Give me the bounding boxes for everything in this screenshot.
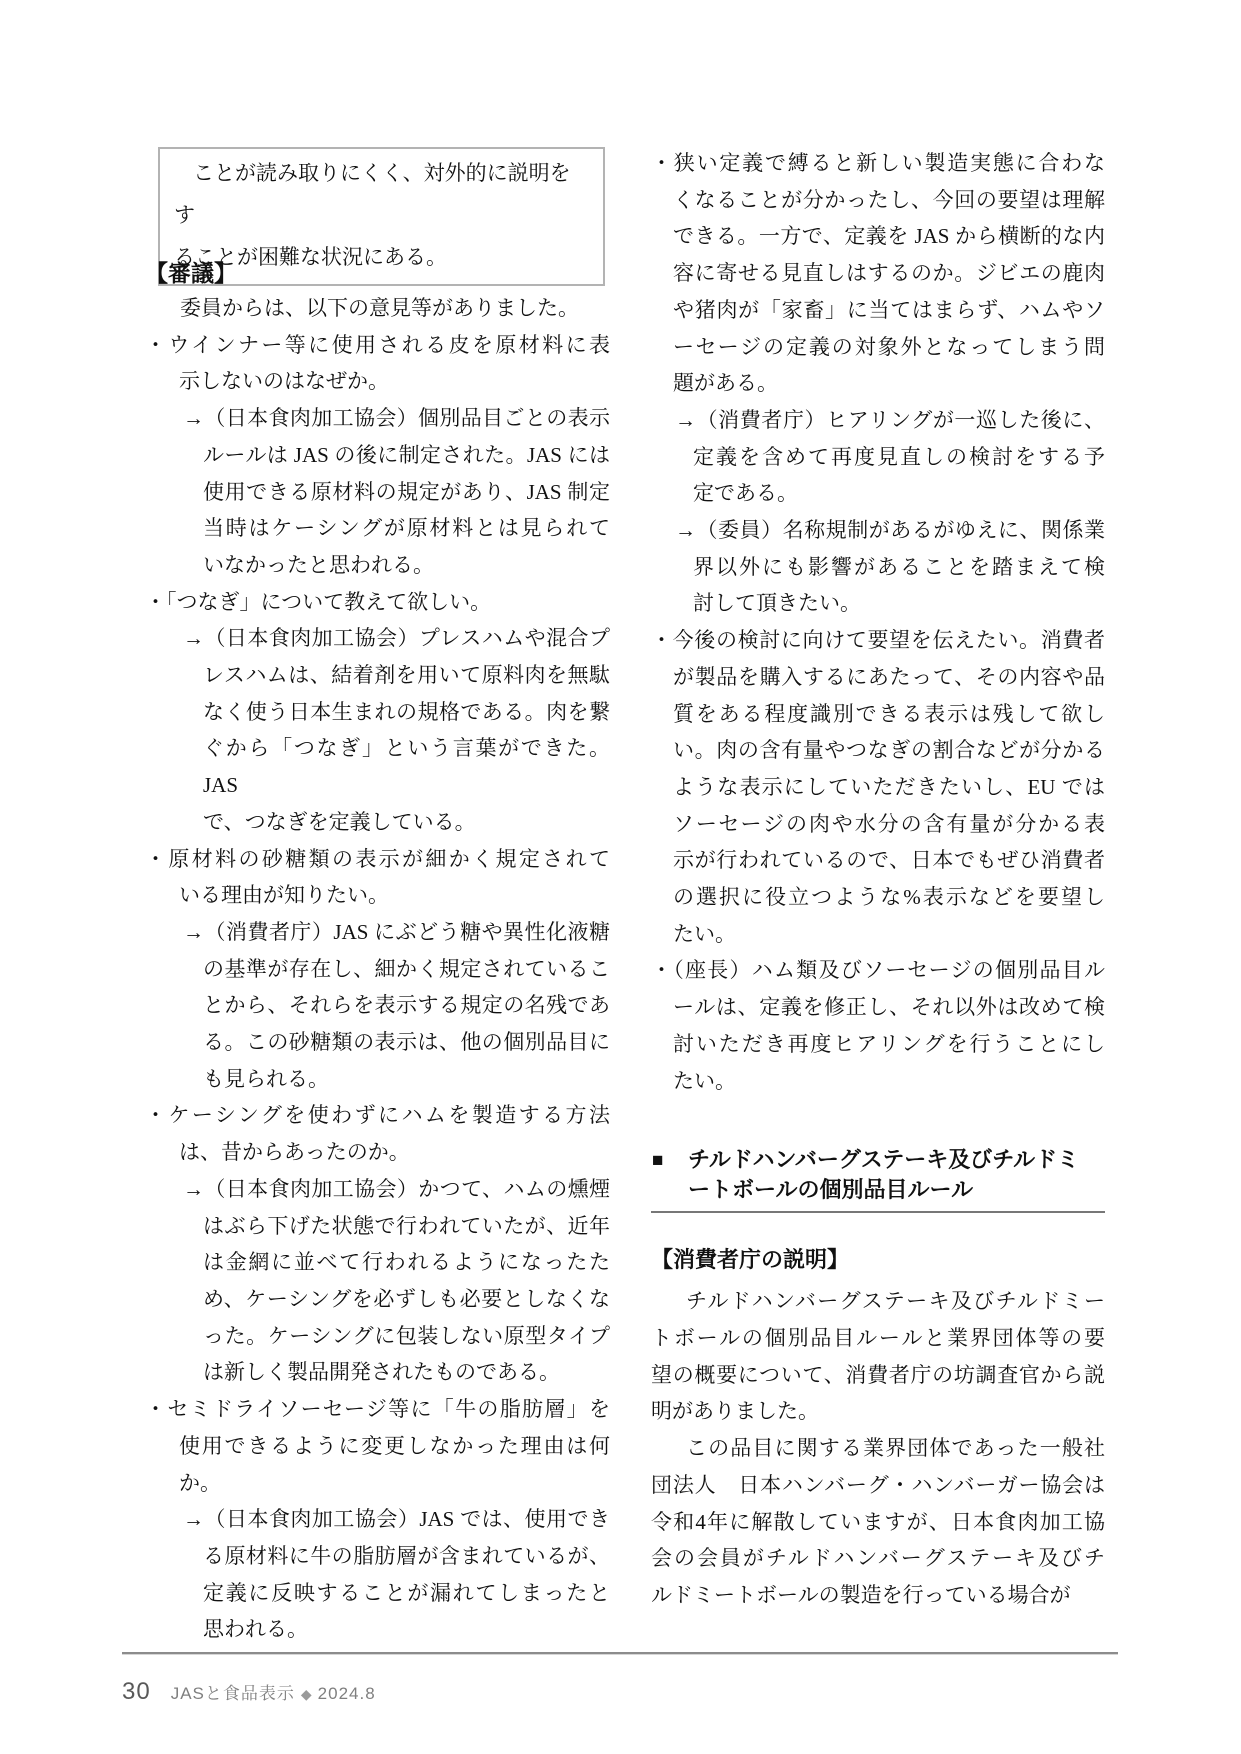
opinion-item (145, 327, 610, 400)
text-line: この品目に関する業界団体であった一般社 (686, 1436, 1105, 1461)
opinion-item (651, 622, 1105, 952)
text-line: る。この砂糖類の表示は、他の個別品目に (203, 1030, 610, 1055)
footer-divider (122, 1652, 1118, 1655)
reply-item (183, 1501, 610, 1648)
explanation-para (651, 1283, 1105, 1430)
text-line: 使用できるように変更しなかった理由は何 (179, 1433, 610, 1458)
opinion-item (145, 841, 610, 914)
text-line: や猪肉が「家畜」に当てはまらず、ハムやソ (673, 297, 1105, 322)
journal-title: JASと食品表示 (170, 1684, 295, 1703)
text-line: →（消費者庁）JAS にぶどう糖や異性化液糖 (183, 919, 610, 944)
note-line: ことが読み取りにくく、対外的に説明をす (174, 161, 571, 227)
reply-item (183, 400, 610, 584)
reply-item (183, 914, 610, 1098)
deliberation-intro (145, 290, 610, 327)
text-line: ・ウインナー等に使用される皮を原材料に表 (145, 332, 610, 357)
text-line: トボールの個別品目ルールと業界団体等の要 (651, 1325, 1105, 1350)
text-line: 定義を含めて再度見直しの検討をする予 (693, 444, 1105, 469)
text-line: 質をある程度識別できる表示は残して欲し (673, 701, 1105, 726)
section-heading-chilled-items (651, 1145, 1105, 1213)
issue-date: 2024.8 (317, 1684, 376, 1703)
text-line: 示が行われているので、日本でもぜひ消費者 (673, 848, 1105, 873)
text-line: くなることが分かったし、今回の要望は理解 (673, 187, 1105, 212)
text-line: 界以外にも影響があることを踏まえて検 (693, 554, 1105, 579)
text-line: も見られる。 (203, 1066, 329, 1091)
text-line: の基準が存在し、細かく規定されているこ (203, 956, 610, 981)
text-line: 定義に反映することが漏れてしまったと (203, 1580, 610, 1605)
text-line: →（日本食肉加工協会）個別品目ごとの表示 (183, 406, 610, 431)
text-line: →（日本食肉加工協会）かつて、ハムの燻煙 (183, 1176, 610, 1201)
reply-item (675, 402, 1105, 512)
text-line: ・ケーシングを使わずにハムを製造する方法 (145, 1103, 610, 1128)
text-line: はぶら下げた状態で行われていたが、近年 (203, 1213, 610, 1238)
heading-deliberation (145, 256, 610, 290)
text-line: め、ケーシングを必ずしも必要としなくな (203, 1286, 610, 1311)
reply-item (183, 620, 610, 840)
text-line: は、昔からあったのか。 (179, 1140, 410, 1165)
text-line: ・狭い定義で縛ると新しい製造実態に合わな (651, 151, 1105, 175)
reply-item (183, 1171, 610, 1391)
text-line: →（日本食肉加工協会）JAS では、使用でき (183, 1507, 610, 1532)
text-line: とから、それらを表示する規定の名残であ (203, 993, 610, 1018)
text-line: 題がある。 (673, 371, 778, 396)
opinion-item (145, 1097, 610, 1170)
heading-caa-explanation (651, 1243, 1105, 1277)
text-line: は金網に並べて行われるようになったた (203, 1250, 610, 1275)
text-line: 会の会員がチルドハンバーグステーキ及びチ (651, 1546, 1105, 1571)
text-line: いなかったと思われる。 (203, 552, 434, 577)
left-column (145, 256, 610, 1648)
text-line: ルドミートボールの製造を行っている場合が (651, 1582, 1071, 1607)
text-line: なく使う日本生まれの規格である。肉を繋 (203, 699, 610, 724)
text-line: 明がありました。 (651, 1399, 819, 1424)
text-line: 定である。 (693, 481, 798, 506)
opinion-item (651, 145, 1105, 402)
text-line: 使用できる原材料の規定があり、JAS 制定 (203, 479, 610, 504)
text-line: ・原材料の砂糖類の表示が細かく規定されて (145, 846, 610, 871)
text-line: い。肉の含有量やつなぎの割合などが分かる (673, 738, 1105, 763)
text-line: 団法人 日本ハンバーグ・ハンバーガー協会は (651, 1472, 1105, 1497)
text-line: 令和4年に解散していますが、日本食肉加工協 (651, 1509, 1105, 1534)
text-line: 容に寄せる見直しはするのか。ジビエの鹿肉 (673, 261, 1105, 286)
text-line: ・「つなぎ」について教えて欲しい。 (145, 589, 492, 614)
text-line: 望の概要について、消費者庁の坊調査官から説 (651, 1362, 1105, 1387)
page-footer (122, 1678, 376, 1706)
text-line: ソーセージの肉や水分の含有量が分かる表 (673, 811, 1105, 836)
opinion-item (145, 1391, 610, 1501)
text-line: 示しないのはなぜか。 (179, 369, 389, 394)
note-line: ることが困難な状況にある。 (174, 245, 447, 269)
reply-item (675, 512, 1105, 622)
text-line: →（委員）名称規制があるがゆえに、関係業 (675, 518, 1105, 543)
text-line: ぐから「つなぎ」という言葉ができた。JAS (203, 736, 610, 798)
diamond-icon: ◆ (300, 1686, 312, 1702)
text-line: 討して頂きたい。 (693, 591, 861, 616)
text-line: たい。 (673, 1068, 736, 1093)
text-line: か。 (179, 1470, 221, 1495)
text-line: ・今後の検討に向けて要望を伝えたい。消費者 (651, 628, 1105, 653)
text-line: チルドハンバーグステーキ及びチルドミー (686, 1289, 1105, 1314)
text-line: 思われる。 (203, 1617, 308, 1642)
right-column (651, 145, 1105, 1614)
text-line: チルドハンバーグステーキ及びチルドミ (688, 1147, 1080, 1173)
text-line: 委員からは、以下の意見等がありました。 (180, 296, 579, 320)
text-line: →（消費者庁）ヒアリングが一巡した後に、 (675, 407, 1105, 432)
opinion-item (145, 584, 610, 621)
page-number: 30 (122, 1678, 151, 1705)
section-marker-icon: ■ (652, 1150, 664, 1172)
text-line: ルールは JAS の後に制定された。JAS には (203, 442, 610, 467)
explanation-para (651, 1430, 1105, 1614)
text-line: ・（座長）ハム類及びソーセージの個別品目ル (651, 958, 1105, 983)
text-line: 討いただき再度ヒアリングを行うことにし (673, 1031, 1105, 1056)
text-line: ような表示にしていただきたいし、EU では (673, 774, 1105, 799)
text-line: →（日本食肉加工協会）プレスハムや混合プ (183, 626, 610, 651)
text-line: 当時はケーシングが原材料とは見られて (203, 516, 610, 541)
text-line: ートボールの個別品目ルール (688, 1177, 974, 1203)
text-line: ーセージの定義の対象外となってしまう問 (673, 334, 1105, 359)
text-line: ールは、定義を修正し、それ以外は改めて検 (673, 995, 1105, 1020)
text-line: 【審議】 (145, 260, 237, 286)
text-line: で、つなぎを定義している。 (203, 809, 476, 834)
text-line: は新しく製品開発されたものである。 (203, 1360, 560, 1385)
text-line: できる。一方で、定義を JAS から横断的な内 (673, 224, 1105, 249)
text-line: った。ケーシングに包装しない原型タイプ (203, 1323, 610, 1348)
text-line: ・セミドライソーセージ等に「牛の脂肪層」を (145, 1397, 610, 1422)
text-line: 【消費者庁の説明】 (651, 1247, 850, 1273)
text-line: たい。 (673, 921, 736, 946)
opinion-item (651, 952, 1105, 1099)
text-line: レスハムは、結着剤を用いて原料肉を無駄 (203, 663, 610, 688)
text-line: が製品を購入するにあたって、その内容や品 (673, 664, 1105, 689)
text-line: いる理由が知りたい。 (179, 883, 389, 908)
text-line: る原材料に牛の脂肪層が含まれているが、 (203, 1543, 610, 1568)
text-line: の選択に役立つような%表示などを要望し (673, 885, 1105, 910)
